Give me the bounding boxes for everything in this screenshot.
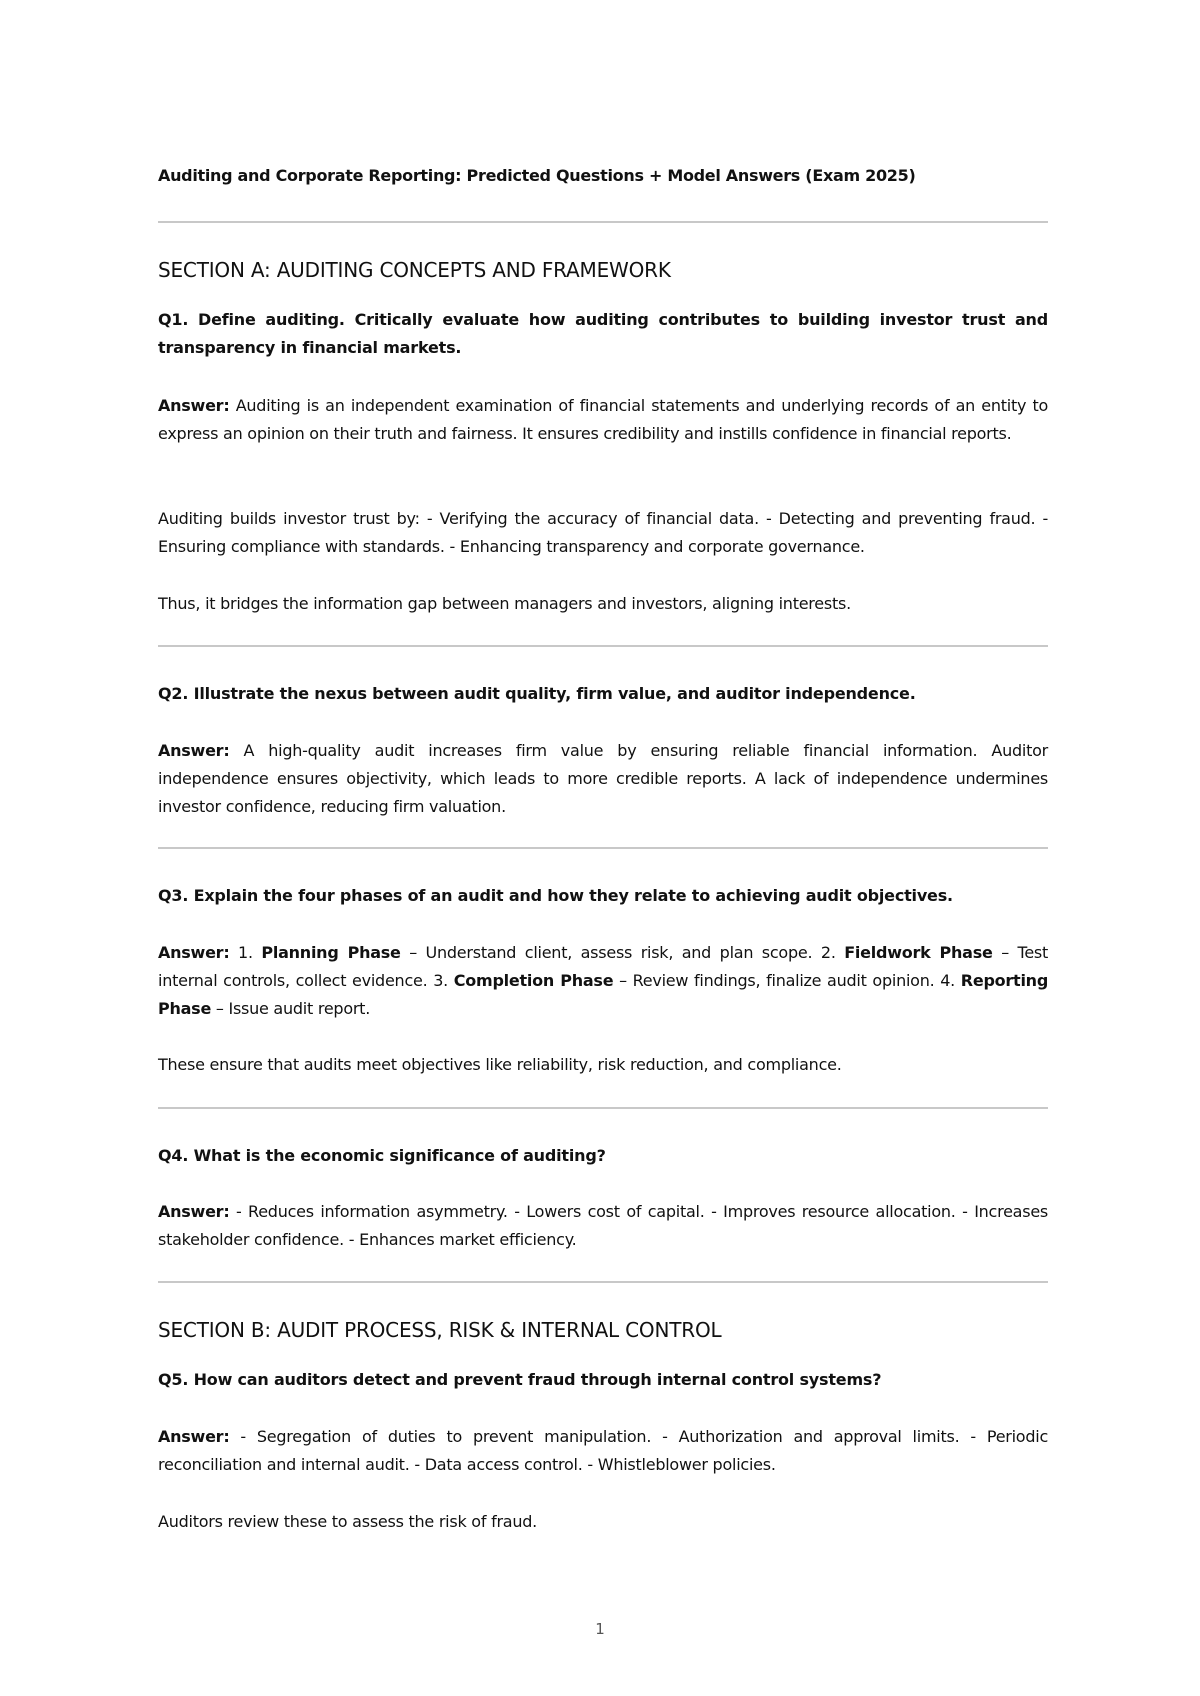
q1-question: Q1. Define auditing. Critically evaluate how auditing contributes to building investor trust and transparency in financial markets. (158, 310, 1048, 357)
q3-answer (158, 939, 1048, 1023)
q3-text: – Test internal controls, collect evidence. 3. (158, 943, 1049, 990)
q5-paragraph-2: Auditors review these to assess the risk of fraud. (158, 1512, 537, 1531)
divider (158, 847, 1048, 849)
q5-answer-text: - Segregation of duties to prevent manipulation. - Authorization and approval limits. - Periodic reconciliation and internal audit. - Data access control. - Whistleblower policies. (158, 1427, 1048, 1474)
q4-answer (158, 1198, 1048, 1254)
answer-label: Answer: (158, 1202, 230, 1221)
q3-text: 1. (229, 943, 262, 962)
q3-paragraph-2: These ensure that audits meet objectives like reliability, risk reduction, and compliance. (158, 1055, 842, 1074)
divider (158, 645, 1048, 647)
answer-label: Answer: (158, 741, 230, 760)
q5-question: Q5. How can auditors detect and prevent fraud through internal control systems? (158, 1370, 882, 1389)
answer-label: Answer: (158, 1427, 230, 1446)
answer-label: Answer: (158, 943, 230, 962)
phase-label: Planning Phase (261, 943, 401, 962)
document-title: Auditing and Corporate Reporting: Predicted Questions + Model Answers (Exam 2025) (158, 166, 916, 185)
divider (158, 221, 1048, 223)
q3-text: – Understand client, assess risk, and plan scope. 2. (400, 943, 845, 962)
q2-question: Q2. Illustrate the nexus between audit quality, firm value, and auditor independence. (158, 684, 916, 703)
q4-question: Q4. What is the economic significance of auditing? (158, 1146, 606, 1165)
q1-answer (158, 392, 1048, 448)
q2-answer-text: A high-quality audit increases firm value by ensuring reliable financial information. Auditor independence ensures objectivity, which leads to more credible reports. A lack of independence undermines investor confidence, reducing firm valuation. (158, 741, 1048, 816)
divider (158, 1107, 1048, 1109)
q4-answer-text: - Reduces information asymmetry. - Lowers cost of capital. - Improves resource allocation. - Increases stakeholder confidence. - Enhances market efficiency. (158, 1202, 1048, 1249)
section-a-heading: SECTION A: AUDITING CONCEPTS AND FRAMEWORK (158, 258, 671, 282)
q1-answer-text: Auditing is an independent examination of financial statements and underlying records of an entity to express an opinion on their truth and fairness. It ensures credibility and instills confidence in financial reports. (158, 396, 1048, 443)
section-b-heading: SECTION B: AUDIT PROCESS, RISK & INTERNAL CONTROL (158, 1318, 722, 1342)
q2-answer (158, 737, 1048, 821)
q1-paragraph-3: Thus, it bridges the information gap between managers and investors, aligning interests. (158, 594, 851, 613)
answer-label: Answer: (158, 396, 230, 415)
q5-answer (158, 1423, 1048, 1479)
q3-text: – Issue audit report. (211, 999, 371, 1018)
divider (158, 1281, 1048, 1283)
q3-text: – Review findings, finalize audit opinion. 4. (613, 971, 961, 990)
q1-paragraph-2: Auditing builds investor trust by: - Verifying the accuracy of financial data. - Detecting and preventing fraud. - Ensuring compliance with standards. - Enhancing transparency and corporate governance. (158, 509, 1048, 556)
q3-question: Q3. Explain the four phases of an audit and how they relate to achieving audit objectives. (158, 886, 953, 905)
phase-label: Fieldwork Phase (844, 943, 993, 962)
phase-label: Completion Phase (453, 971, 614, 990)
phase-label: Reporting Phase (158, 971, 1049, 1018)
page-number: 1 (595, 1620, 605, 1638)
